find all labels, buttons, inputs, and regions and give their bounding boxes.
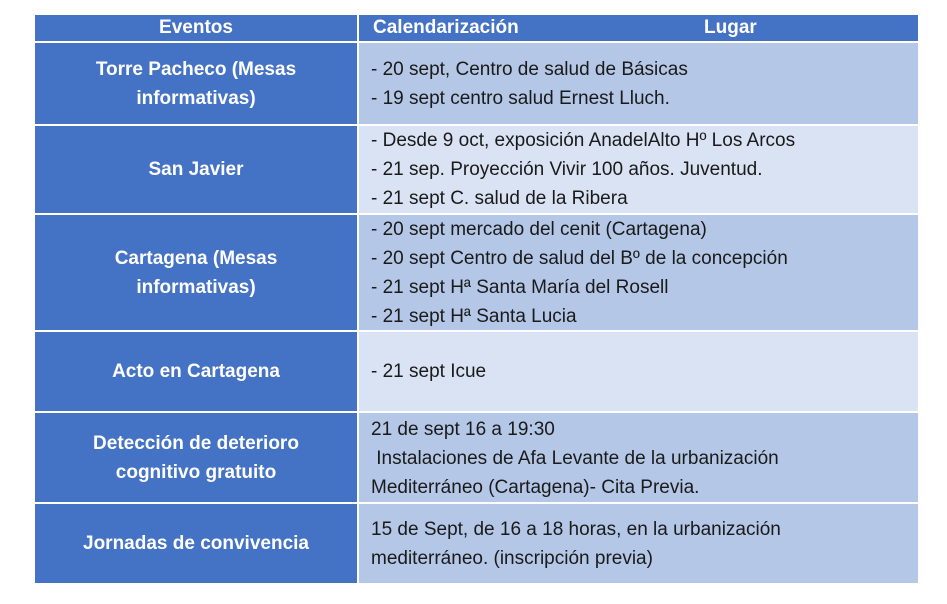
event-name-cell: Jornadas de convivencia: [35, 504, 357, 585]
event-details-cell: [357, 413, 918, 504]
event-detail-line: - 21 sept Icue: [371, 361, 487, 382]
event-detail-line: - 19 sept centro salud Ernest Lluch.: [371, 87, 670, 109]
event-detail-line: 21 de sept 16 a 19:30: [371, 419, 555, 440]
event-details-cell: [357, 332, 918, 413]
event-detail-line: - 20 sept Centro de salud del Bº de la concepción: [371, 247, 788, 269]
event-name-cell: Acto en Cartagena: [35, 332, 357, 413]
event-detail-line: - Desde 9 oct, exposición AnadelAlto Hº Los Arcos: [371, 130, 796, 151]
event-name-cell: San Javier: [35, 126, 357, 215]
event-details-cell: [357, 43, 918, 126]
event-detail-line: mediterráneo. (inscripción previa): [371, 547, 653, 569]
header-calendarizacion: Calendarización: [373, 17, 519, 38]
event-detail-line: - 21 sept Hª Santa María del Rosell: [371, 276, 669, 298]
event-detail-line: - 21 sep. Proyección Vivir 100 años. Juventud.: [371, 159, 763, 180]
event-details-cell: [357, 126, 918, 215]
header-eventos: Eventos: [35, 15, 357, 43]
header-calendarizacion-lugar: [357, 15, 918, 43]
event-detail-line: - 20 sept mercado del cenit (Cartagena): [371, 218, 707, 240]
event-detail-line: - 21 sept C. salud de la Ribera: [371, 188, 628, 209]
event-name-cell: Torre Pacheco (Mesas informativas): [35, 43, 357, 126]
events-table: [35, 15, 918, 585]
event-details-cell: [357, 215, 918, 332]
event-detail-line: Mediterráneo (Cartagena)- Cita Previa.: [371, 477, 700, 498]
event-details-cell: [357, 504, 918, 585]
event-detail-line: - 20 sept, Centro de salud de Básicas: [371, 58, 688, 80]
event-name-cell: Detección de deterioro cognitivo gratuito: [35, 413, 357, 504]
event-detail-line: 15 de Sept, de 16 a 18 horas, en la urbanización: [371, 518, 781, 540]
event-detail-line: Instalaciones de Afa Levante de la urbanización: [371, 448, 779, 469]
header-lugar: Lugar: [704, 17, 757, 38]
event-name-cell: Cartagena (Mesas informativas): [35, 215, 357, 332]
event-detail-line: - 21 sept Hª Santa Lucia: [371, 305, 577, 327]
